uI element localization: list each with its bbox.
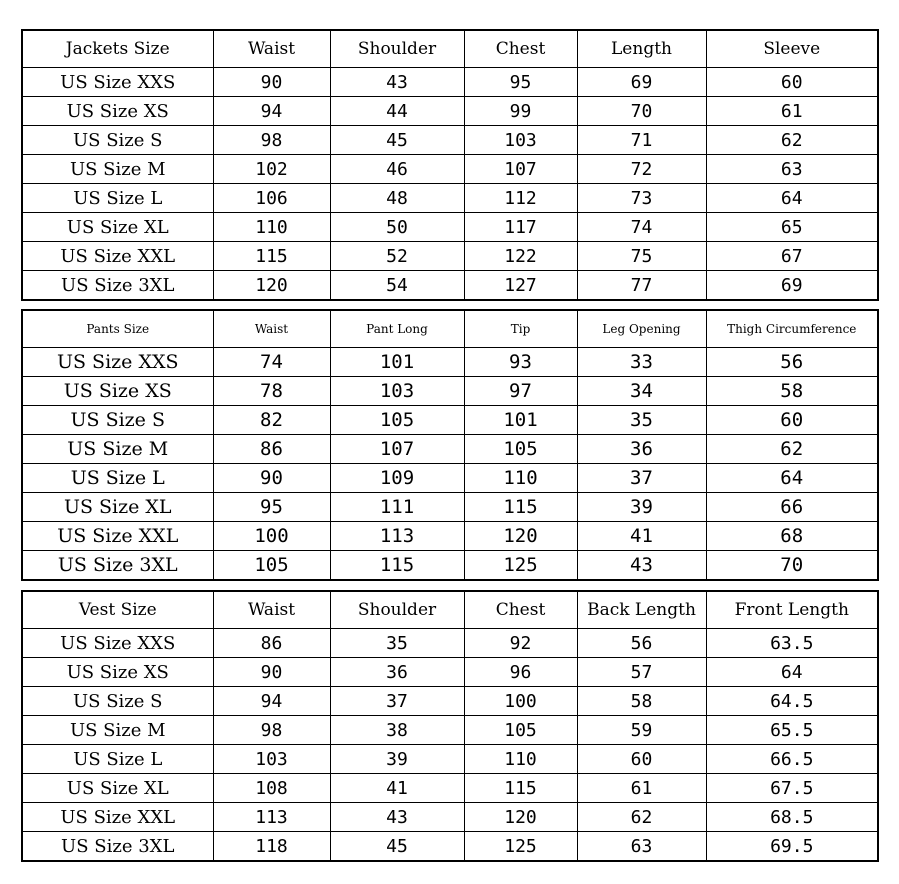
size-name-cell: US Size S [22,687,213,716]
measurement-cell: 113 [213,803,330,832]
measurement-cell: 92 [464,629,577,658]
table-row [22,658,878,687]
measurement-cell: 69.5 [706,832,878,862]
measurement-cell: 105 [213,551,330,581]
table-row [22,348,878,377]
measurement-cell: 103 [464,126,577,155]
measurement-cell: 63.5 [706,629,878,658]
measurement-cell: 50 [330,213,464,242]
table-row [22,803,878,832]
measurement-cell: 72 [577,155,706,184]
size-name-cell: US Size L [22,184,213,213]
measurement-cell: 39 [330,745,464,774]
table-row [22,406,878,435]
table-row [22,155,878,184]
table-header-row [22,591,878,629]
measurement-cell: 61 [706,97,878,126]
column-header: Pants Size [22,310,213,348]
column-header: Front Length [706,591,878,629]
table-row [22,68,878,97]
table-row [22,377,878,406]
table-row [22,522,878,551]
vest-size-table [21,590,879,862]
size-name-cell: US Size S [22,406,213,435]
measurement-cell: 98 [213,716,330,745]
measurement-cell: 44 [330,97,464,126]
measurement-cell: 110 [464,745,577,774]
measurement-cell: 56 [706,348,878,377]
measurement-cell: 115 [464,493,577,522]
measurement-cell: 58 [706,377,878,406]
measurement-cell: 82 [213,406,330,435]
measurement-cell: 64.5 [706,687,878,716]
column-header: Chest [464,591,577,629]
measurement-cell: 75 [577,242,706,271]
measurement-cell: 93 [464,348,577,377]
measurement-cell: 57 [577,658,706,687]
measurement-cell: 74 [577,213,706,242]
measurement-cell: 90 [213,68,330,97]
size-name-cell: US Size XXL [22,522,213,551]
size-name-cell: US Size XXS [22,68,213,97]
measurement-cell: 111 [330,493,464,522]
size-name-cell: US Size XXS [22,629,213,658]
column-header: Thigh Circumference [706,310,878,348]
measurement-cell: 59 [577,716,706,745]
measurement-cell: 86 [213,629,330,658]
column-header: Shoulder [330,591,464,629]
table-row [22,184,878,213]
jackets-size-table [21,29,879,301]
measurement-cell: 37 [577,464,706,493]
measurement-cell: 108 [213,774,330,803]
table-row [22,242,878,271]
measurement-cell: 122 [464,242,577,271]
table-header-row [22,310,878,348]
table-row [22,493,878,522]
table-row [22,126,878,155]
measurement-cell: 70 [577,97,706,126]
measurement-cell: 70 [706,551,878,581]
measurement-cell: 100 [464,687,577,716]
column-header: Waist [213,591,330,629]
measurement-cell: 101 [330,348,464,377]
measurement-cell: 120 [464,803,577,832]
measurement-cell: 120 [464,522,577,551]
column-header: Pant Long [330,310,464,348]
measurement-cell: 68 [706,522,878,551]
measurement-cell: 102 [213,155,330,184]
size-name-cell: US Size M [22,435,213,464]
measurement-cell: 64 [706,658,878,687]
measurement-cell: 113 [330,522,464,551]
measurement-cell: 45 [330,832,464,862]
measurement-cell: 125 [464,832,577,862]
measurement-cell: 66.5 [706,745,878,774]
size-name-cell: US Size XS [22,658,213,687]
measurement-cell: 105 [330,406,464,435]
table-row [22,213,878,242]
column-header: Vest Size [22,591,213,629]
measurement-cell: 118 [213,832,330,862]
measurement-cell: 56 [577,629,706,658]
measurement-cell: 97 [464,377,577,406]
measurement-cell: 67.5 [706,774,878,803]
size-name-cell: US Size XL [22,774,213,803]
measurement-cell: 61 [577,774,706,803]
measurement-cell: 58 [577,687,706,716]
measurement-cell: 115 [213,242,330,271]
measurement-cell: 78 [213,377,330,406]
measurement-cell: 110 [213,213,330,242]
column-header: Leg Opening [577,310,706,348]
size-name-cell: US Size 3XL [22,832,213,862]
table-header-row [22,30,878,68]
size-name-cell: US Size XXS [22,348,213,377]
table-row [22,97,878,126]
measurement-cell: 43 [330,803,464,832]
measurement-cell: 68.5 [706,803,878,832]
measurement-cell: 66 [706,493,878,522]
measurement-cell: 107 [330,435,464,464]
column-header: Sleeve [706,30,878,68]
measurement-cell: 62 [577,803,706,832]
column-header: Waist [213,310,330,348]
measurement-cell: 107 [464,155,577,184]
size-name-cell: US Size L [22,745,213,774]
measurement-cell: 35 [330,629,464,658]
measurement-cell: 54 [330,271,464,301]
measurement-cell: 74 [213,348,330,377]
measurement-cell: 65.5 [706,716,878,745]
measurement-cell: 125 [464,551,577,581]
measurement-cell: 112 [464,184,577,213]
measurement-cell: 35 [577,406,706,435]
column-header: Shoulder [330,30,464,68]
measurement-cell: 48 [330,184,464,213]
table-row [22,271,878,301]
measurement-cell: 98 [213,126,330,155]
measurement-cell: 96 [464,658,577,687]
measurement-cell: 94 [213,97,330,126]
measurement-cell: 115 [464,774,577,803]
table-row [22,687,878,716]
measurement-cell: 33 [577,348,706,377]
column-header: Chest [464,30,577,68]
table-row [22,716,878,745]
size-name-cell: US Size XXL [22,242,213,271]
measurement-cell: 73 [577,184,706,213]
size-name-cell: US Size XS [22,97,213,126]
measurement-cell: 71 [577,126,706,155]
size-name-cell: US Size XXL [22,803,213,832]
size-name-cell: US Size XL [22,213,213,242]
pants-size-table [21,309,879,581]
measurement-cell: 106 [213,184,330,213]
size-name-cell: US Size M [22,155,213,184]
measurement-cell: 120 [213,271,330,301]
measurement-cell: 103 [330,377,464,406]
measurement-cell: 36 [577,435,706,464]
table-row [22,774,878,803]
measurement-cell: 45 [330,126,464,155]
measurement-cell: 115 [330,551,464,581]
measurement-cell: 43 [330,68,464,97]
measurement-cell: 38 [330,716,464,745]
table-row [22,464,878,493]
measurement-cell: 103 [213,745,330,774]
size-name-cell: US Size 3XL [22,551,213,581]
measurement-cell: 62 [706,126,878,155]
measurement-cell: 110 [464,464,577,493]
column-header: Jackets Size [22,30,213,68]
measurement-cell: 69 [577,68,706,97]
measurement-cell: 109 [330,464,464,493]
measurement-cell: 39 [577,493,706,522]
measurement-cell: 43 [577,551,706,581]
measurement-cell: 94 [213,687,330,716]
table-row [22,435,878,464]
table-row [22,629,878,658]
table-row [22,832,878,862]
measurement-cell: 60 [706,68,878,97]
measurement-cell: 105 [464,716,577,745]
measurement-cell: 77 [577,271,706,301]
column-header: Tip [464,310,577,348]
measurement-cell: 101 [464,406,577,435]
measurement-cell: 62 [706,435,878,464]
measurement-cell: 95 [464,68,577,97]
measurement-cell: 127 [464,271,577,301]
measurement-cell: 69 [706,271,878,301]
measurement-cell: 99 [464,97,577,126]
measurement-cell: 60 [706,406,878,435]
measurement-cell: 90 [213,464,330,493]
measurement-cell: 60 [577,745,706,774]
measurement-cell: 64 [706,464,878,493]
measurement-cell: 36 [330,658,464,687]
measurement-cell: 64 [706,184,878,213]
measurement-cell: 67 [706,242,878,271]
measurement-cell: 41 [577,522,706,551]
size-name-cell: US Size L [22,464,213,493]
size-name-cell: US Size M [22,716,213,745]
measurement-cell: 34 [577,377,706,406]
measurement-cell: 46 [330,155,464,184]
measurement-cell: 90 [213,658,330,687]
column-header: Back Length [577,591,706,629]
size-name-cell: US Size XL [22,493,213,522]
measurement-cell: 63 [577,832,706,862]
measurement-cell: 95 [213,493,330,522]
column-header: Waist [213,30,330,68]
measurement-cell: 105 [464,435,577,464]
measurement-cell: 37 [330,687,464,716]
column-header: Length [577,30,706,68]
measurement-cell: 117 [464,213,577,242]
measurement-cell: 100 [213,522,330,551]
measurement-cell: 63 [706,155,878,184]
measurement-cell: 65 [706,213,878,242]
measurement-cell: 86 [213,435,330,464]
size-name-cell: US Size XS [22,377,213,406]
size-name-cell: US Size S [22,126,213,155]
table-row [22,551,878,581]
size-name-cell: US Size 3XL [22,271,213,301]
measurement-cell: 52 [330,242,464,271]
measurement-cell: 41 [330,774,464,803]
table-row [22,745,878,774]
